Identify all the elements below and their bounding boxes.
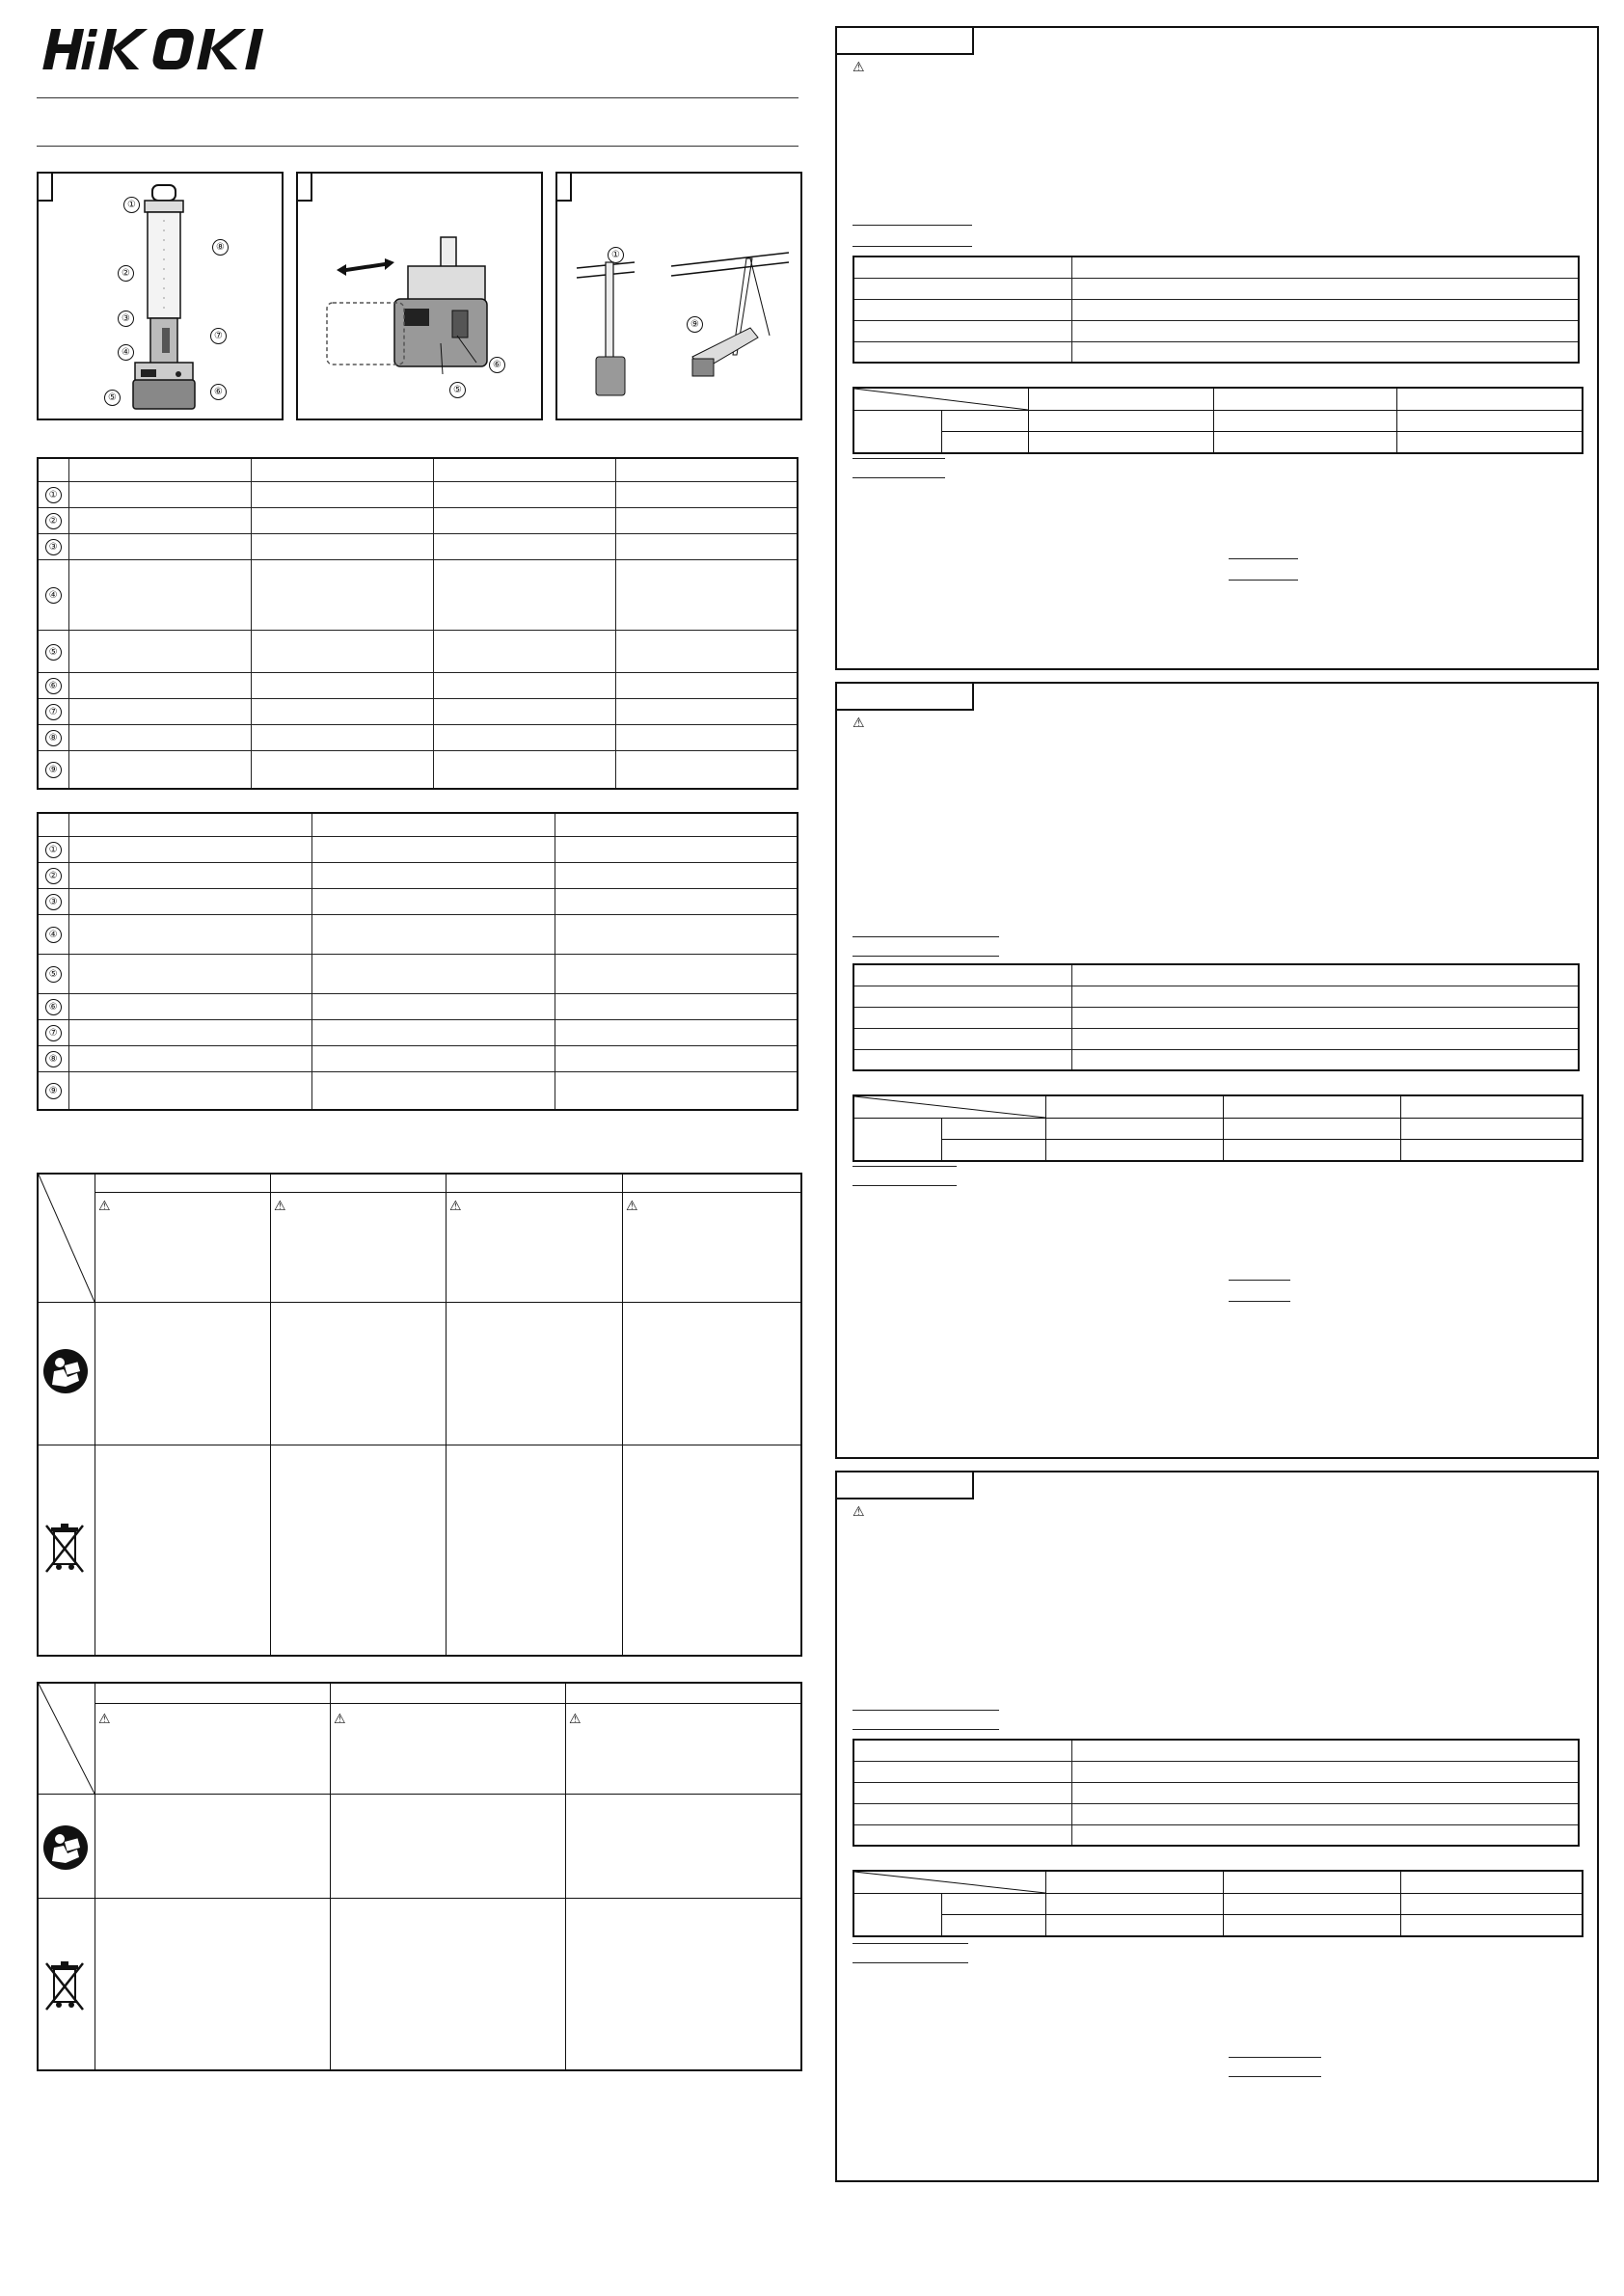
table-row: ⑤	[38, 954, 798, 993]
warning-icon: ⚠	[98, 1711, 111, 1726]
language-panel-3	[835, 1471, 1599, 2182]
callout-4: ④	[118, 342, 134, 361]
header-rule-top	[37, 97, 798, 98]
callout-5: ⑤	[104, 388, 121, 406]
spec-table	[853, 256, 1580, 364]
diagonal-header	[39, 1175, 95, 1302]
callout-9: ⑨	[687, 314, 703, 333]
table-row: ⑨	[38, 1071, 798, 1110]
warning-icon: ⚠	[274, 1198, 286, 1213]
table-row: ①	[38, 836, 798, 862]
callout-1: ①	[123, 195, 140, 213]
table-row: ⑨	[38, 750, 798, 789]
warning-icon: ⚠	[334, 1711, 346, 1726]
table-row: ⑧	[38, 1045, 798, 1071]
table-row: ⑦	[38, 1019, 798, 1045]
symbols-table-2	[37, 1682, 802, 2071]
warning-icon: ⚠	[626, 1198, 638, 1213]
warning-icon: ⚠	[853, 59, 865, 74]
spec-table	[853, 963, 1580, 1071]
symbols-table-1	[37, 1173, 802, 1657]
table-row: ③	[38, 888, 798, 914]
hanging-illustration	[557, 174, 800, 419]
table-row: ④	[38, 914, 798, 954]
figure-2-battery-removal	[296, 172, 543, 420]
figure-3-hanging	[555, 172, 802, 420]
table-row: ⑥	[38, 672, 798, 698]
table-row: ⑤	[38, 630, 798, 672]
weee-bin-icon	[42, 1959, 87, 2013]
callout-7: ⑦	[210, 326, 227, 344]
panel-tab	[837, 28, 974, 55]
table-row: ②	[38, 507, 798, 533]
header-rule-bottom	[37, 146, 798, 147]
runtime-table	[853, 1870, 1583, 1937]
callout-6: ⑥	[489, 355, 505, 373]
warning-icon: ⚠	[98, 1198, 111, 1213]
weee-bin-icon	[42, 1522, 87, 1576]
callout-2: ②	[118, 263, 134, 282]
callout-8: ⑧	[212, 237, 229, 256]
warning-icon: ⚠	[853, 1503, 865, 1519]
panel-tab	[837, 1472, 974, 1499]
table-row: ⑥	[38, 993, 798, 1019]
language-panel-1	[835, 26, 1599, 670]
parts-table-1	[37, 457, 798, 790]
panel-tab	[837, 684, 974, 711]
table-row: ⑦	[38, 698, 798, 724]
spec-table	[853, 1739, 1580, 1847]
figure-1-lamp-parts	[37, 172, 284, 420]
battery-illustration	[298, 174, 541, 419]
table-row: ③	[38, 533, 798, 559]
callout-1: ①	[608, 245, 624, 263]
warning-icon: ⚠	[569, 1711, 582, 1726]
diagonal-header	[39, 1684, 95, 1794]
table-row: ②	[38, 862, 798, 888]
hikoki-logo	[37, 25, 307, 73]
runtime-table	[853, 1094, 1583, 1162]
read-manual-icon	[42, 1824, 89, 1871]
table-row: ①	[38, 481, 798, 507]
callout-6: ⑥	[210, 382, 227, 400]
parts-table-2	[37, 812, 798, 1111]
warning-icon: ⚠	[449, 1198, 462, 1213]
read-manual-icon	[42, 1348, 89, 1394]
callout-5: ⑤	[449, 380, 466, 398]
runtime-table	[853, 387, 1583, 454]
lamp-illustration	[39, 174, 282, 419]
callout-3: ③	[118, 309, 134, 327]
language-panel-2	[835, 682, 1599, 1459]
warning-icon: ⚠	[853, 715, 865, 730]
table-row: ④	[38, 559, 798, 630]
table-row: ⑧	[38, 724, 798, 750]
